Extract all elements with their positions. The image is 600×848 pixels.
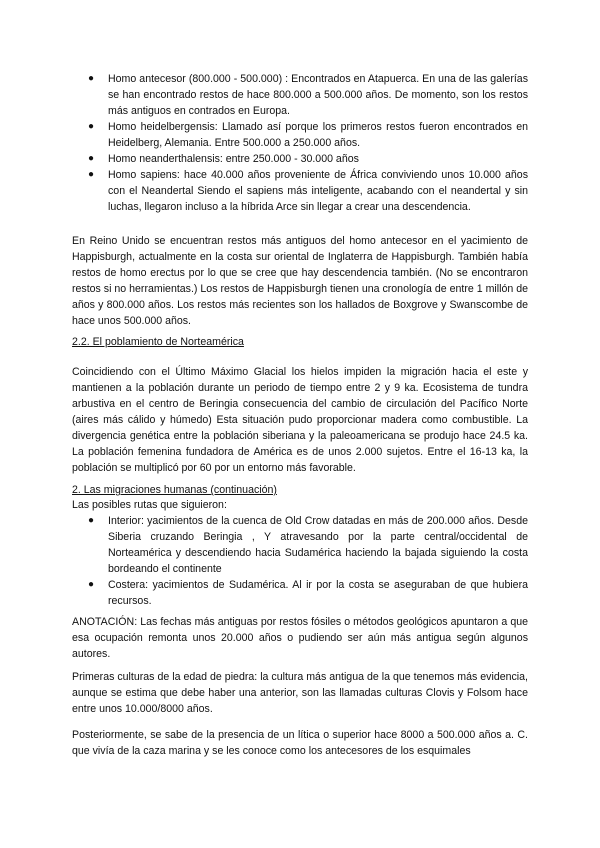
bullet-icon: ●	[88, 579, 95, 590]
list-item	[72, 71, 528, 119]
species-heidelbergensis: Homo heidelbergensis: Llamado así porque los primeros restos fueron encontrados en Heidelberg, Alemania. Entre 500.000 a 250.000 años.	[108, 121, 528, 149]
route-interior: Interior: yacimientos de la cuenca de Old Crow datadas en más de 200.000 años. Desde Siberia cruzando Beringia , Y atravesando por la parte central/occidental de Norteamérica y descendiendo hacia Sudamérica haciendo la bajada siguiendo la costa bordeando el continente	[108, 515, 528, 575]
bullet-icon: ●	[88, 121, 95, 132]
routes-list	[72, 513, 528, 609]
list-item	[72, 577, 528, 609]
species-antecesor: Homo antecesor (800.000 - 500.000) : Encontrados en Atapuerca. En una de las galerías se han encontrado restos de hace 800.000 a 500.000 años. De momento, son los restos más antiguos en contrados en Europa.	[108, 73, 528, 117]
paragraph-anotacion: ANOTACIÓN: Las fechas más antiguas por restos fósiles o métodos geológicos apuntaron a que esa ocupación remonta unos 20.000 años o pudiendo ser aún más antigua según algunos autores.	[72, 616, 528, 660]
bullet-icon: ●	[88, 169, 95, 180]
species-neanderthalensis: Homo neanderthalensis: entre 250.000 - 30.000 años	[108, 153, 359, 165]
paragraph-beringia: Coincidiendo con el Último Máximo Glacial los hielos impiden la migración hacia el este y mantienen a la población durante un periodo de tiempo entre 2 y 9 ka. Ecosistema de tundra arbustiva en el centro de Beringia consecuencia del cambio de circulación del Pacífico Norte (aires más cálido y húmedo) Esta situación pudo proporcionar madera como combustible. La divergencia genética entre la población siberiana y la paleoamericana se produjo hace 24.5 ka. La población femenina fundadora de América es de unos 2.000 sujetos. Entre el 16-13 ka, la población se multiplicó por 60 por un entorno más favorable.	[72, 366, 528, 474]
routes-intro: Las posibles rutas que siguieron:	[72, 499, 227, 511]
species-list	[72, 71, 528, 215]
list-item	[72, 513, 528, 577]
list-item	[72, 151, 528, 167]
route-costera: Costera: yacimientos de Sudamérica. Al ir por la costa se aseguraban de que hubiera recursos.	[108, 579, 528, 607]
list-item	[72, 167, 528, 215]
bullet-icon: ●	[88, 73, 95, 84]
paragraph-uk: En Reino Unido se encuentran restos más antiguos del homo antecesor en el yacimiento de Happisburgh, actualmente en la costa sur oriental de Inglaterra de Happisburgh. También había restos de homo erectus por lo que se cree que hay descendencia también. (No se encontraron restos si no herramientas.) Los restos de Happisburgh tienen una cronología de entre 1 millón de años y 800.000 años. Los restos más recientes son los hallados de Boxgrove y Swanscombe de hace unos 500.000 años.	[72, 235, 528, 327]
section-heading-2: 2. Las migraciones humanas (continuación)	[72, 484, 277, 496]
species-sapiens: Homo sapiens: hace 40.000 años proveniente de África conviviendo unos 10.000 años con el Neandertal Siendo el sapiens más inteligente, acabando con el neandertal y sin luchas, llegaron incluso a la híbrida Arce sin llegar a crear una descendencia.	[108, 169, 528, 213]
bullet-icon: ●	[88, 153, 95, 164]
paragraph-culturas: Primeras culturas de la edad de piedra: la cultura más antigua de la que tenemos más evidencia, aunque se estima que debe haber una anterior, son las llamadas culturas Clovis y Folsom hace entre unos 10.000/8000 años.	[72, 671, 528, 715]
paragraph-posterior: Posteriormente, se sabe de la presencia de un lítica o superior hace 8000 a 500.000 años a. C. que vivía de la caza marina y se les conoce como los antecesores de los esquimales	[72, 729, 528, 757]
list-item	[72, 119, 528, 151]
bullet-icon: ●	[88, 515, 95, 526]
section-heading-2-2: 2.2. El poblamiento de Norteamérica	[72, 336, 244, 348]
